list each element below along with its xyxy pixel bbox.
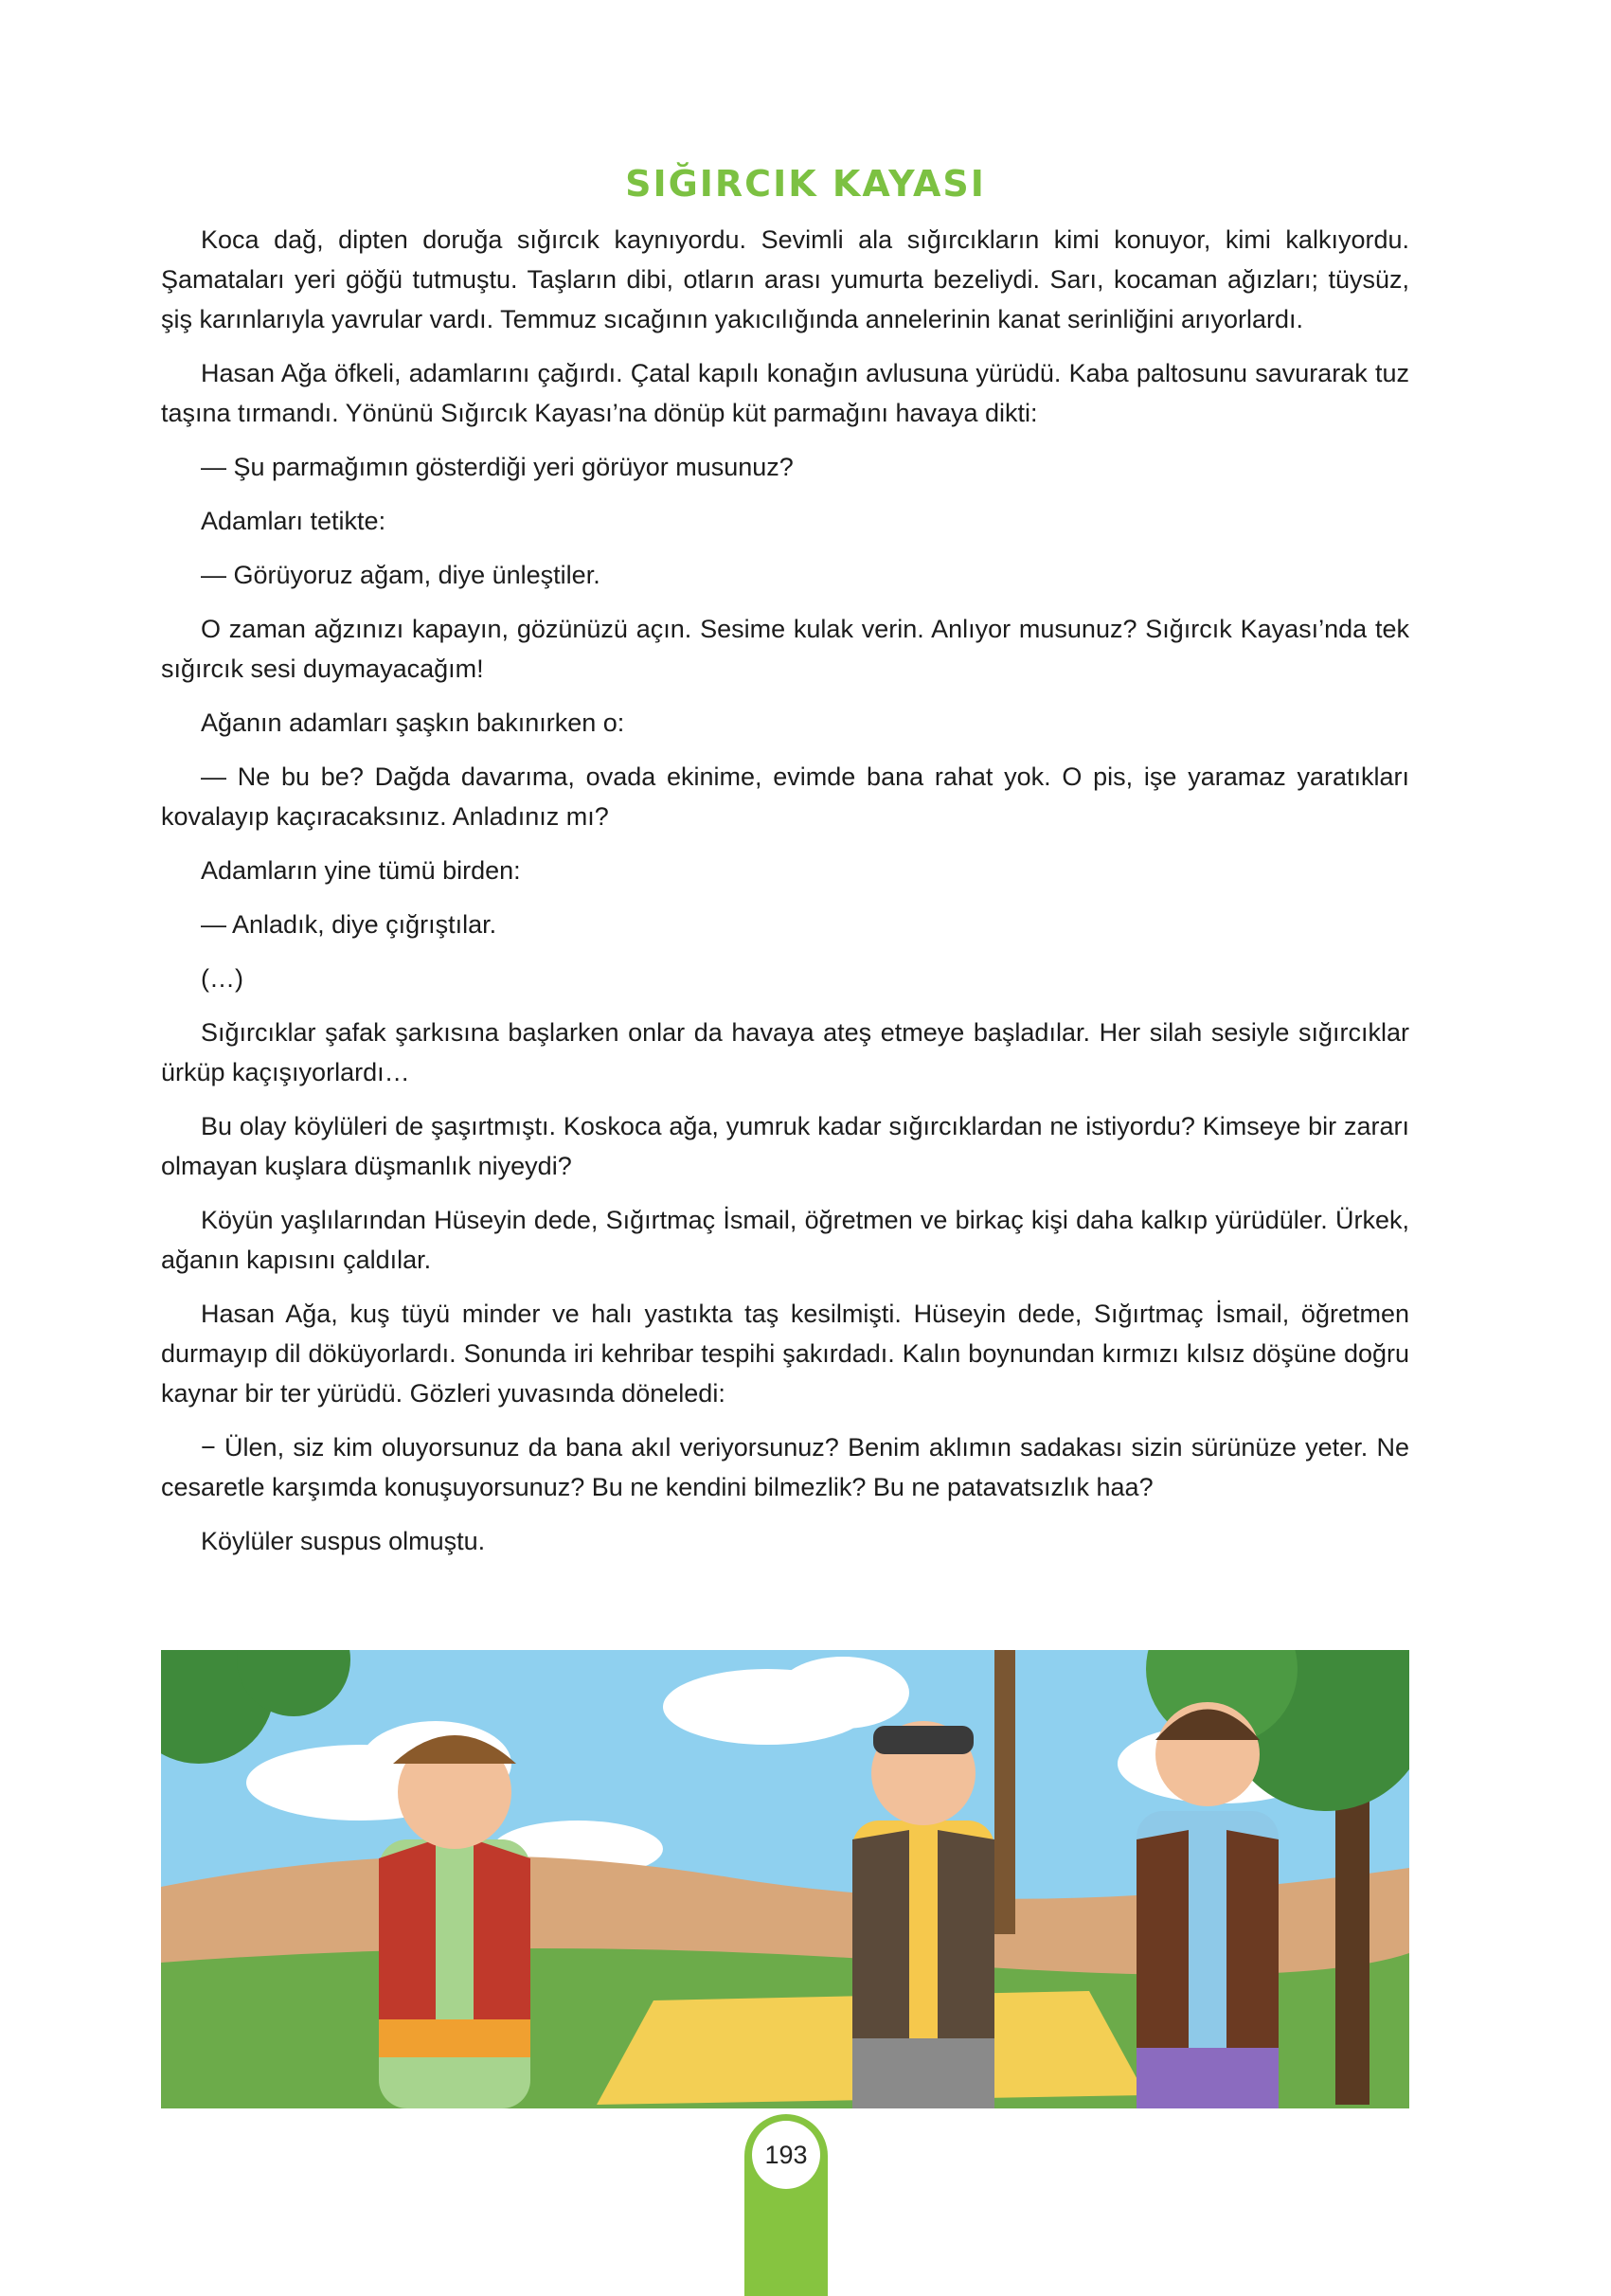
paragraph: — Ne bu be? Dağda davarıma, ovada ekinime, evimde bana rahat yok. O pis, işe yaramaz yaratıkları kovalayıp kaçıracaksınız. Anladınız mı? (161, 762, 1409, 831)
paragraph: − Ülen, siz kim oluyorsunuz da bana akıl veriyorsunuz? Benim aklımın sadakası sizin sürünüze yeter. Ne cesaretle karşımda konuşuyorsunuz? Bu ne kendini bilmezlik? Bu ne patavatsızlık haa? (161, 1433, 1409, 1501)
paragraph: Adamları tetikte: (201, 507, 386, 535)
paragraph: Köylüler suspus olmuştu. (201, 1527, 486, 1555)
paragraph: Hasan Ağa öfkeli, adamlarını çağırdı. Çatal kapılı konağın avlusuna yürüdü. Kaba paltosunu savurarak tuz taşına tırmandı. Yönünü Sığırcık Kayası’na dönüp küt parmağını havaya dikti: (161, 359, 1409, 427)
paragraph: Sığırcıklar şafak şarkısına başlarken onlar da havaya ateş etmeye başladılar. Her silah sesiyle sığırcıklar ürküp kaçışıyorlardı… (161, 1018, 1409, 1086)
page-number: 193 (752, 2121, 820, 2189)
paragraph: — Görüyoruz ağam, diye ünleştiler. (201, 561, 600, 589)
paragraph: — Anladık, diye çığrıştılar. (201, 910, 497, 939)
paragraph: — Şu parmağımın gösterdiği yeri görüyor musunuz? (201, 453, 794, 481)
story-illustration (161, 1650, 1409, 2108)
paragraph: Adamların yine tümü birden: (201, 856, 521, 885)
villager-middle (852, 1721, 994, 2108)
paragraph: Ağanın adamları şaşkın bakınırken o: (201, 709, 625, 737)
villager-right (1137, 1702, 1279, 2108)
paragraph: Hasan Ağa, kuş tüyü minder ve halı yastıkta taş kesilmişti. Hüseyin dede, Sığırtmaç İsmail, öğretmen durmayıp dil döküyorlardı. Sonunda iri kehribar tespihi şakırdadı. Kalın boynundan kırmızı kılsız döşüne doğru kaynar bir ter yürüdü. Gözleri yuvasında döneledi: (161, 1300, 1409, 1408)
paragraph: (…) (201, 964, 243, 993)
paragraph: Koca dağ, dipten doruğa sığırcık kaynıyordu. Sevimli ala sığırcıkların kimi konuyor, kimi kalkıyordu. Şamataları yeri göğü tutmuştu. Taşların dibi, otların arası yumurta bezeliydi. Sarı, kocaman ağızları; tüysüz, şiş karınlarıyla yavrular vardı. Temmuz sıcağının yakıcılığında annelerinin kanat serinliğini arıyorlardı. (161, 225, 1409, 333)
paragraph: Köyün yaşlılarından Hüseyin dede, Sığırtmaç İsmail, öğretmen ve birkaç kişi daha kalkıp yürüdüler. Ürkek, ağanın kapısını çaldılar. (161, 1206, 1409, 1274)
story-text (161, 220, 1409, 1575)
villager-aga (379, 1735, 530, 2108)
paragraph: O zaman ağzınızı kapayın, gözünüzü açın. Sesime kulak verin. Anlıyor musunuz? Sığırcık Kayası’nda tek sığırcık sesi duymayacağım! (161, 615, 1409, 683)
villagers-illustration (161, 1650, 1409, 2108)
paragraph: Bu olay köylüleri de şaşırtmıştı. Koskoca ağa, yumruk kadar sığırcıklardan ne istiyordu? Kimseye bir zararı olmayan kuşlara düşmanlık niyeydi? (161, 1112, 1409, 1180)
page-title: SIĞIRCIK KAYASI (625, 163, 986, 205)
tree-trunk-center (994, 1650, 1015, 1934)
